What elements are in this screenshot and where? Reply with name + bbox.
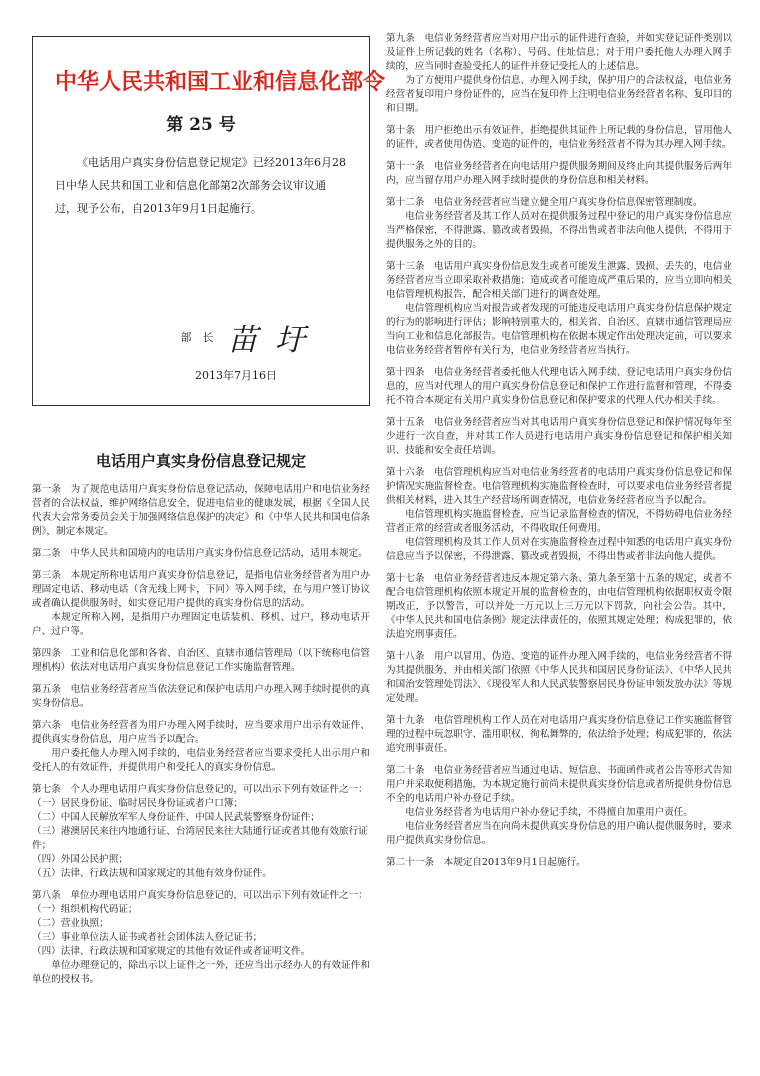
article-8-list: [32, 903, 370, 959]
list-item: （四）法律、行政法规和国家规定的其他有效证件或者证明文件。: [32, 946, 311, 957]
article-7-list: [32, 797, 370, 881]
article-paragraph: 第十三条 电话用户真实身份信息发生或者可能发生泄露、毁损、丢失的，电信业务经营者应当立即采取补救措施；造成或者可能造成严重后果的，应当立即向相关电信管理机构报告，配合相关部门进行的调查处理。: [386, 261, 732, 300]
list-item: （二）中国人民解放军军人身份证件、中国人民武装警察身份证件；: [32, 812, 320, 823]
article-paragraph: 第十七条 电信业务经营者违反本规定第六条、第九条至第十五条的规定，或者不配合电信管理机构依照本规定开展的监督检查的，由电信管理机构依据职权责令限期改正，予以警告，可以并处一万元以上三万元以下罚款，向社会公告。其中，《中华人民共和国电信条例》规定法律责任的，依照其规定处理；构成犯罪的，依法追究刑事责任。: [386, 573, 732, 640]
left-column: [32, 36, 386, 987]
article-paragraph: 电信业务经营者为电话用户补办登记手续，不得擅自加重用户责任。: [405, 807, 693, 818]
article-paragraph: 第十二条 电信业务经营者应当建立健全用户真实身份信息保密管理制度。: [386, 197, 703, 208]
article-paragraph: 本规定所称入网，是指用户办理固定电话装机、移机、过户，移动电话开户、过户等。: [32, 612, 370, 637]
article-paragraph: 第十条 用户拒绝出示有效证件，拒绝提供其证件上所记载的身份信息，冒用他人的证件，或者使用伪造、变造的证件的，电信业务经营者不得为其办理入网手续。: [386, 125, 732, 150]
article-paragraph: 第五条 电信业务经营者应当依法登记和保护电话用户办理入网手续时提供的真实身份信息。: [32, 684, 370, 709]
list-item: （一）居民身份证、临时居民身份证或者户口簿；: [32, 798, 244, 809]
article-paragraph: 第一条 为了规范电话用户真实身份信息登记活动，保障电话用户和电信业务经营者的合法权益，维护网络信息安全，促进电信业的健康发展，根据《全国人民代表大会常务委员会关于加强网络信息保护的决定》和《中华人民共和国电信条例》，制定本规定。: [32, 484, 370, 537]
article-paragraph: 电信管理机构实施监督检查，应当记录监督检查的情况，不得妨碍电信业务经营者正常的经营或者服务活动，不得收取任何费用。: [386, 509, 732, 534]
article-paragraph: 第二十条 电信业务经营者应当通过电话、短信息、书面函件或者公告等形式告知用户并采取便利措施，为本规定施行前尚未提供真实身份信息或者所提供身份信息不全的电话用户补办登记手续。: [386, 765, 732, 804]
article-paragraph: 第九条 电信业务经营者应当对用户出示的证件进行查验，并如实登记证件类别以及证件上所记载的姓名（名称）、号码、住址信息；对于用户委托他人办理入网手续的，应当同时查验受托人的证件并登记受托人的上述信息。: [386, 33, 732, 72]
list-item: （二）营业执照；: [32, 918, 109, 929]
article-paragraph: 电信管理机构及其工作人员对在实施监督检查过程中知悉的电话用户真实身份信息应当予以保密，不得泄露、篡改或者毁损，不得出售或者非法向他人提供。: [386, 537, 732, 562]
article-paragraph: 第十四条 电信业务经营者委托他人代理电话入网手续、登记电话用户真实身份信息的，应当对代理人的用户真实身份信息登记和保护工作进行监督和管理，不得委托不符合本规定有关用户真实身份信息登记和保护要求的代理人代办相关手续。: [386, 367, 732, 406]
decree-number: 第 25 号: [166, 115, 236, 135]
article-8-tail: 单位办理登记的，除出示以上证件之一外，还应当出示经办人的有效证件和单位的授权书。: [32, 960, 370, 985]
decree-signature-block: [180, 315, 309, 359]
article-paragraph: 第六条 电信业务经营者为用户办理入网手续时，应当要求用户出示有效证件、提供真实身份信息，用户应当予以配合。: [32, 720, 370, 745]
decree-body: 《电话用户真实身份信息登记规定》已经2013年6月28日中华人民共和国工业和信息化部第2次部务会议审议通过，现予公布，自2013年9月1日起施行。: [55, 156, 346, 215]
left-articles: [32, 483, 370, 797]
decree-box: [32, 36, 386, 406]
signature: 苗 圩: [227, 323, 309, 358]
article-paragraph: 第二条 中华人民共和国境内的电话用户真实身份信息登记活动，适用本规定。: [32, 548, 368, 559]
article-paragraph: 第四条 工业和信息化部和各省、自治区、直辖市通信管理局（以下统称电信管理机构）依法对电话用户真实身份信息登记工作实施监督管理。: [32, 648, 370, 673]
article-paragraph: 用户委托他人办理入网手续的，电信业务经营者应当要求受托人出示用户和受托人的有效证件，并提供用户和受托人的真实身份信息。: [32, 748, 370, 773]
article-paragraph: 第七条 个人办理电话用户真实身份信息登记的，可以出示下列有效证件之一：: [32, 784, 368, 795]
article-paragraph: 电信业务经营者及其工作人员对在提供服务过程中登记的用户真实身份信息应当严格保密，不得泄露、篡改或者毁损，不得出售或者非法向他人提供，不得用于提供服务之外的目的。: [386, 211, 732, 250]
article-paragraph: 为了方便用户提供身份信息、办理入网手续，保护用户的合法权益，电信业务经营者复印用户身份证件的，应当在复印件上注明电信业务经营者名称、复印目的和日期。: [386, 75, 732, 114]
article-paragraph: 第十八条 用户以冒用、伪造、变造的证件办理入网手续的，电信业务经营者不得为其提供服务，并由相关部门依照《中华人民共和国居民身份证法》、《中华人民共和国治安管理处罚法》、《现役军人和人民武装警察居民身份证申领发放办法》等规定处理。: [386, 651, 732, 704]
right-articles: [386, 32, 732, 870]
right-column: [386, 32, 732, 870]
article-paragraph: 第十六条 电信管理机构应当对电信业务经营者的电话用户真实身份信息登记和保护情况实施监督检查。电信管理机构实施监督检查时，可以要求电信业务经营者提供相关材料，进入其生产经营场所调查情况，电信业务经营者应当予以配合。: [386, 467, 732, 506]
signer-title: 部 长: [180, 331, 214, 344]
article-8-intro: 第八条 单位办理电话用户真实身份信息登记的，可以出示下列有效证件之一：: [32, 890, 368, 901]
article-paragraph: 第十五条 电信业务经营者应当对其电话用户真实身份信息登记和保护情况每年至少进行一次自查，并对其工作人员进行电话用户真实身份信息登记和保护相关知识、技能和安全责任培训。: [386, 417, 732, 456]
article-paragraph: 第十一条 电信业务经营者在向电话用户提供服务期间及终止向其提供服务后两年内，应当留存用户办理入网手续时提供的身份信息和相关材料。: [386, 161, 732, 186]
article-paragraph: 电信业务经营者应当在向尚未提供真实身份信息的用户确认提供服务时，要求用户提供真实身份信息。: [386, 821, 732, 846]
list-item: （四）外国公民护照；: [32, 854, 128, 865]
article-paragraph: 第三条 本规定所称电话用户真实身份信息登记，是指电信业务经营者为用户办理固定电话、移动电话（含无线上网卡，下同）等入网手续，在与用户签订协议或者确认提供服务时，如实登记用户提供的真实身份信息的活动。: [32, 570, 370, 609]
article-paragraph: 电信管理机构应当对报告或者发现的可能违反电话用户真实身份信息保护规定的行为的影响进行评估；影响特别重大的，相关省、自治区、直辖市通信管理局应当向工业和信息化部报告。电信管理机构在依据本规定作出处理决定前，可以要求电信业务经营者暂停有关行为，电信业务经营者应当执行。: [386, 303, 732, 356]
list-item: （五）法律、行政法规和国家规定的其他有效身份证件。: [32, 868, 272, 879]
decree-title: 中华人民共和国工业和信息化部令: [55, 69, 386, 95]
article-paragraph: 第二十一条 本规定自2013年9月1日起施行。: [386, 857, 586, 868]
list-item: （三）事业单位法人证书或者社会团体法人登记证书；: [32, 932, 263, 943]
article-paragraph: 第十九条 电信管理机构工作人员在对电话用户真实身份信息登记工作实施监督管理的过程中玩忽职守、滥用职权、徇私舞弊的，依法给予处理；构成犯罪的，依法追究刑事责任。: [386, 715, 732, 754]
regulation-title: 电话用户真实身份信息登记规定: [95, 452, 306, 470]
list-item: （一）组织机构代码证；: [32, 904, 138, 915]
list-item: （三）港澳居民来往内地通行证、台湾居民来往大陆通行证或者其他有效旅行证件；: [32, 826, 368, 851]
decree-date: 2013年7月16日: [195, 369, 277, 382]
